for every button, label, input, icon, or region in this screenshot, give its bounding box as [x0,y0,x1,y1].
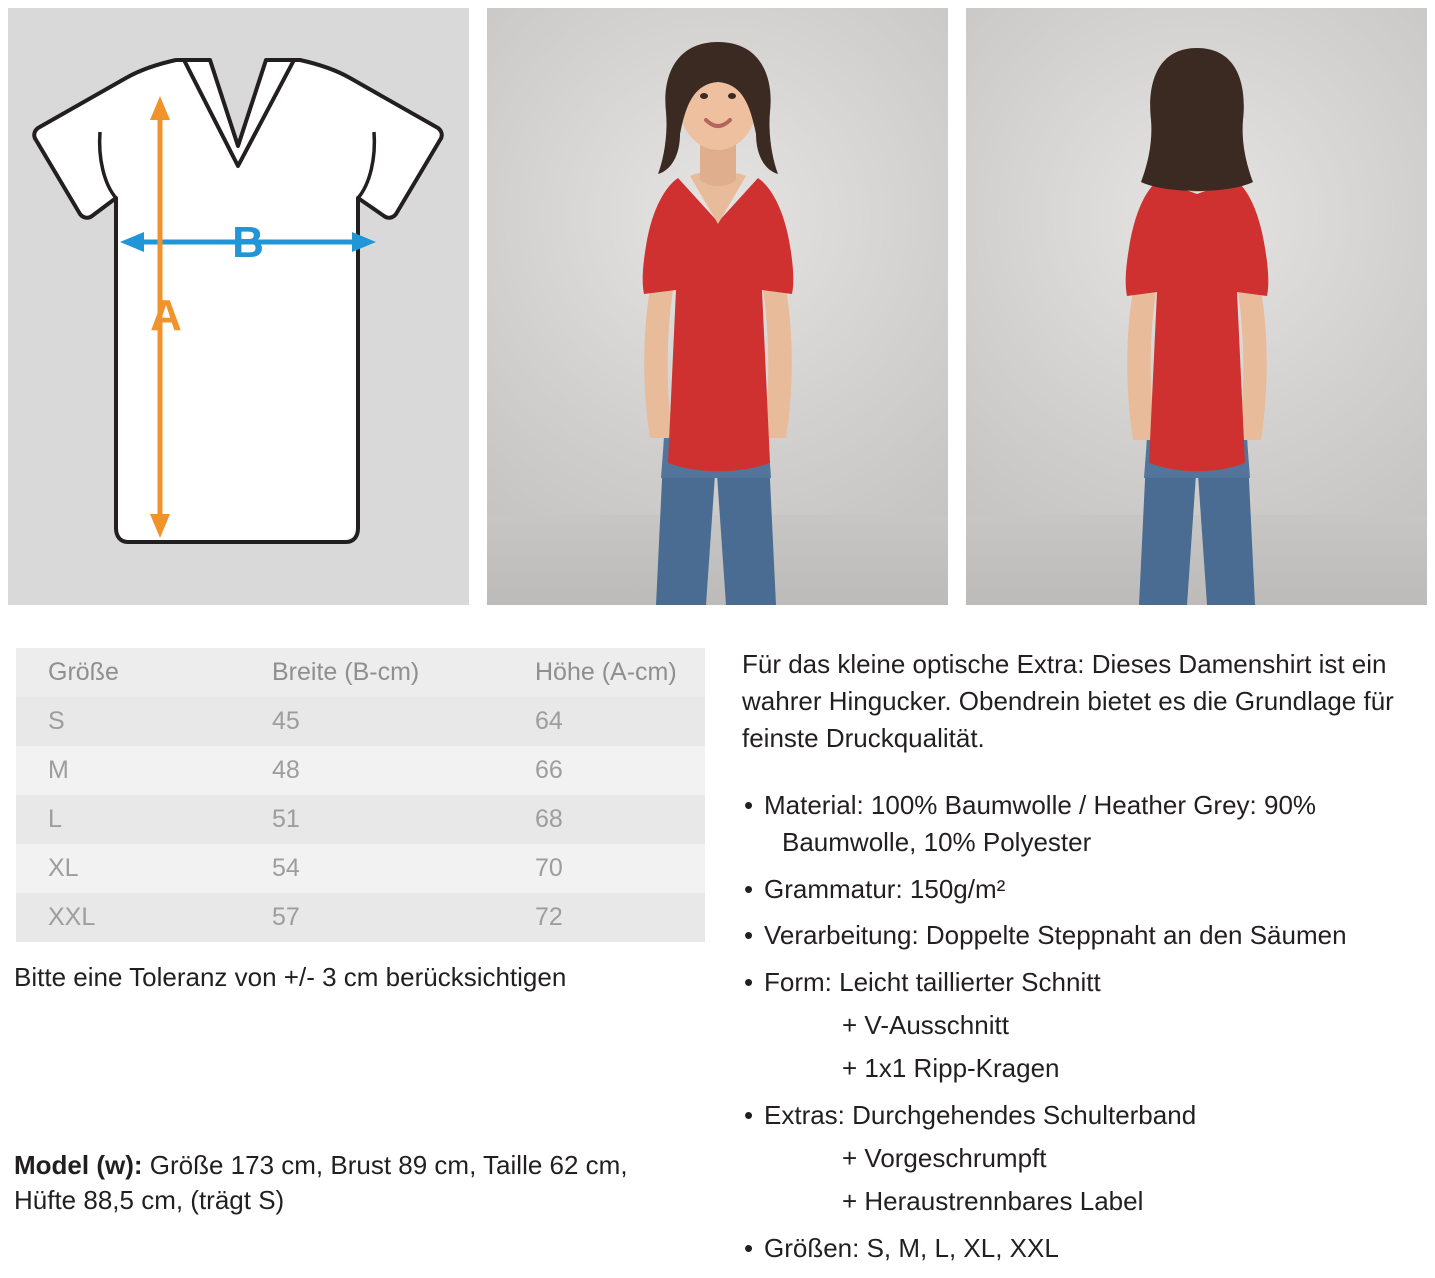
cell-width: 51 [272,805,300,833]
cell-size: L [48,805,62,833]
feature-text: Form: Leicht taillierter Schnitt [764,967,1101,998]
model-label: Model (w): [14,1150,143,1180]
tolerance-note: Bitte eine Toleranz von +/- 3 cm berücksichtigen [14,962,567,992]
table-row [16,893,705,942]
feature-sub: + V-Ausschnitt [842,1010,1009,1041]
model-front-photo [487,8,948,605]
cell-size: XL [48,854,79,882]
table-row [16,844,705,893]
model-back-illustration [1047,8,1347,605]
feature-text: Grammatur: 150g/m² [764,873,1006,904]
cell-height: 64 [535,707,563,735]
model-info [14,1148,714,1218]
product-description [742,646,1412,1277]
right-eye [728,93,736,99]
cell-height: 68 [535,805,563,833]
list-item [742,917,1412,954]
feature-text: Material: 100% Baumwolle / Heather Grey: 90% [764,789,1317,820]
model-back-photo [966,8,1427,605]
feature-sub: + Heraustrennbares Label [842,1185,1144,1216]
cell-width: 54 [272,854,300,882]
list-item [742,787,1412,861]
cell-height: 72 [535,903,563,931]
feature-list [742,787,1412,1267]
technical-drawing-panel [8,8,469,605]
cell-width: 45 [272,707,300,735]
feature-continuation: Baumwolle, 10% Polyester [782,826,1092,857]
header-height: Höhe (A-cm) [535,658,677,686]
model-line1: Größe 173 cm, Brust 89 cm, Taille 62 cm, [142,1150,628,1180]
description-intro: Für das kleine optische Extra: Dieses Damenshirt ist ein wahrer Hingucker. Obendrein bietet es die Grundlage für feinste Druckqualität. [742,649,1394,753]
height-label: A [150,291,182,340]
table-row [16,795,705,844]
cell-width: 57 [272,903,300,931]
image-row [8,8,1427,605]
hair-back [1141,48,1253,191]
cell-size: XXL [48,903,96,931]
shirt-body-outline [34,60,441,542]
size-table [16,648,705,942]
model-front-illustration [568,8,868,605]
table-row [16,746,705,795]
feature-text: Extras: Durchgehendes Schulterband [764,1100,1197,1131]
model-line2: Hüfte 88,5 cm, (trägt S) [14,1185,285,1216]
left-arm [644,278,674,438]
list-item [742,1230,1412,1267]
table-header-row [16,648,705,697]
left-eye [700,93,708,99]
feature-sub: + Vorgeschrumpft [842,1142,1047,1173]
cell-size: S [48,707,65,735]
header-width: Breite (B-cm) [272,658,420,686]
header-size: Größe [48,658,119,686]
cell-height: 70 [535,854,563,882]
list-item [742,1097,1412,1220]
width-label: B [232,218,264,267]
list-item [742,871,1412,908]
cell-height: 66 [535,756,563,784]
feature-sub: + 1x1 Ripp-Kragen [842,1053,1060,1084]
cell-size: M [48,756,69,784]
feature-text: Größen: S, M, L, XL, XXL [764,1232,1059,1263]
shirt-diagram [8,8,469,605]
feature-text: Verarbeitung: Doppelte Steppnaht an den Säumen [764,920,1347,951]
table-row [16,697,705,746]
list-item [742,964,1412,1087]
cell-width: 48 [272,756,300,784]
